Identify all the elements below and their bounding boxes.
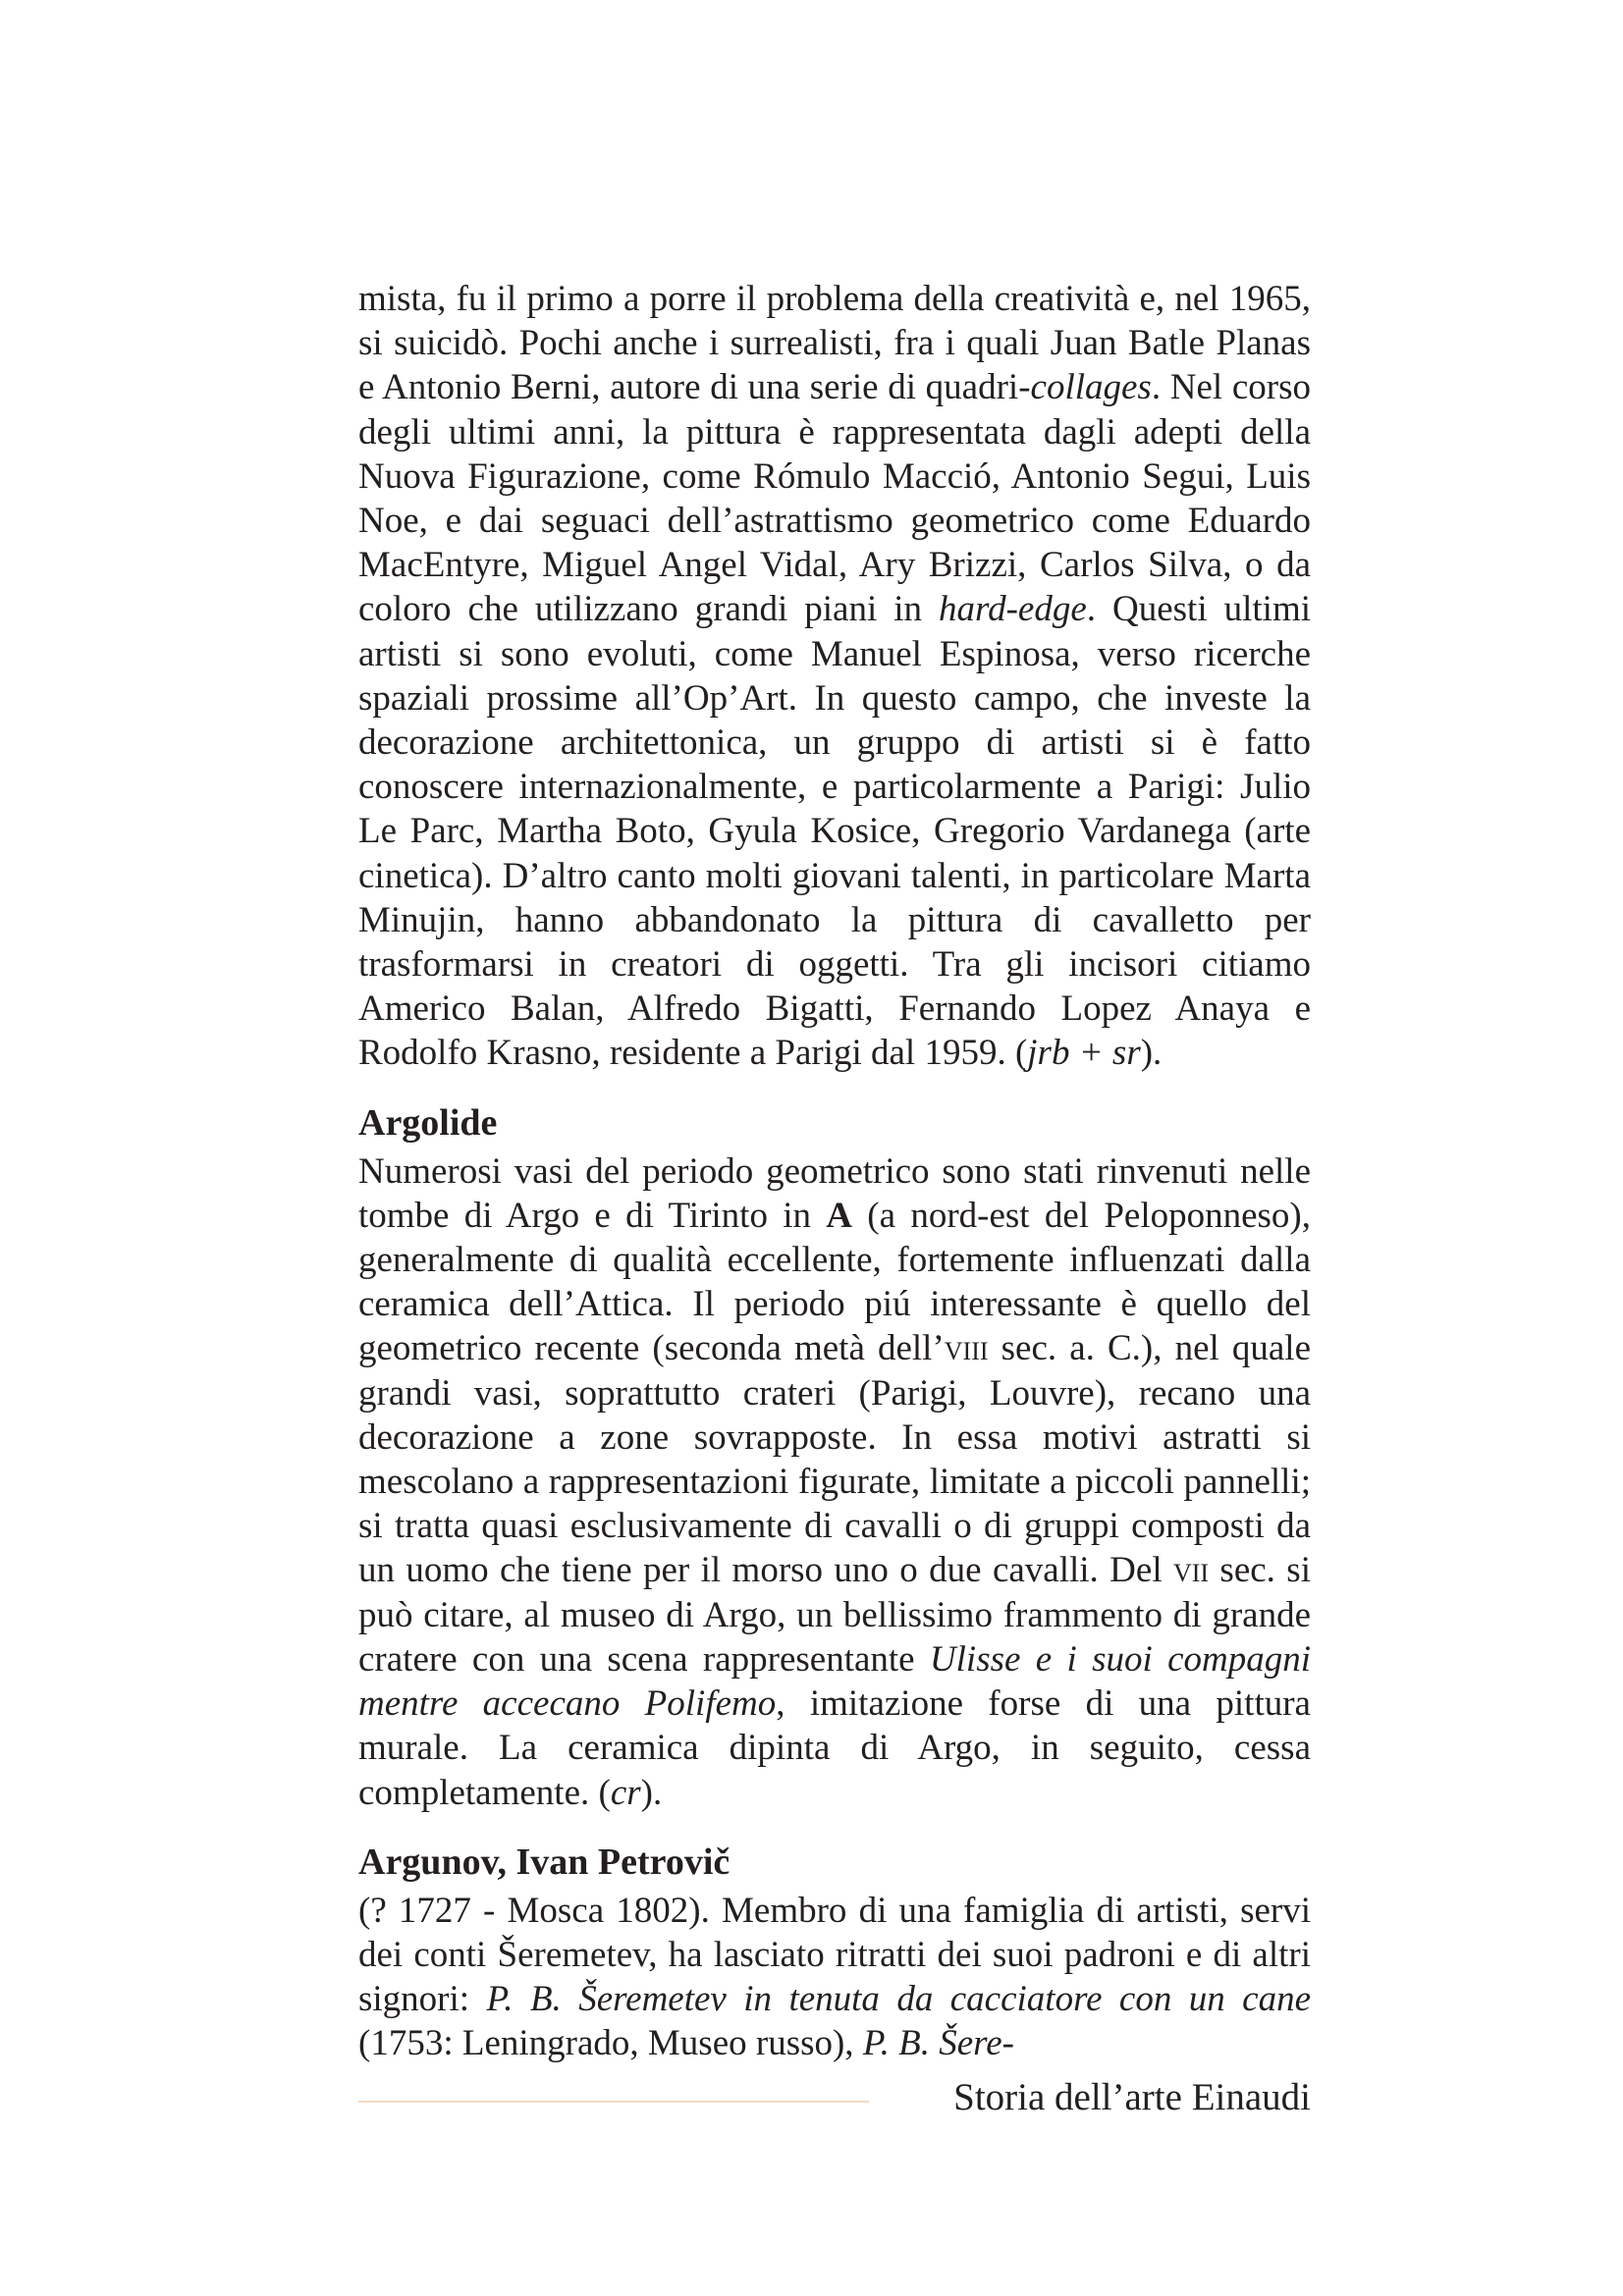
entry-title-argolide: Argolide [358,1101,498,1144]
intro-text-3: . Questi ultimi artisti si sono evoluti, come Manuel Espinosa, verso ricerche spaziali prossime all’Op’Art. In questo campo, che investe la decorazione architettonica, un gruppo di artisti si è fatto conoscere internazionalmente, e particolarmente a Parigi: Julio Le Parc, Martha Boto, Gyula Kosice, Gregorio Vardanega (arte cinetica). D’altro canto molti giovani talenti, in particolare Marta Minujin, hanno abbandonato la pittura di cavalletto per trasformarsi in creatori di oggetti. Tra gli incisori citiamo Americo Balan, Alfredo Bigatti, Fernando Lopez Anaya e Rodolfo Krasno, residente a Parigi dal 1959. ( [358,589,1311,1074]
intro-italic-author: jrb + sr [1027,1033,1141,1074]
argolide-paragraph [358,1149,1311,1815]
argolide-text-4: sec. si può citare, al museo di Argo, un bellissimo frammento di grande cratere con una scena rappresentante [358,1550,1311,1680]
intro-italic-collages: collages [1030,367,1152,408]
entry-title-argunov: Argunov, Ivan Petrovič [358,1841,730,1883]
footer-rule [358,2101,869,2103]
argolide-smallcaps-vii: vii [1172,1550,1210,1591]
argolide-text-3: sec. a. C.), nel quale grandi vasi, soprattutto crateri (Parigi, Louvre), recano una decorazione a zone sovrapposte. In essa motivi astratti si mescolano a rappresentazioni figurate, limitate a piccoli pannelli; si tratta quasi esclusivamente di cavalli o di gruppi composti da un uomo che tiene per il morso uno o due cavalli. Del [358,1328,1311,1591]
argunov-italic-work-2: P. B. Šere- [862,2023,1014,2064]
argunov-paragraph [358,1889,1311,2066]
argunov-text-2: (1753: Leningrado, Museo russo), [358,2023,863,2064]
argolide-text-5: , imitazione forse di una pittura murale. La ceramica dipinta di Argo, in seguito, cessa completamente. ( [358,1683,1311,1813]
argunov-italic-work-1: P. B. Šeremetev in tenuta da cacciatore con un cane [486,1979,1311,2020]
argolide-smallcaps-viii: viii [944,1328,989,1369]
intro-text-2: . Nel corso degli ultimi anni, la pittura è rappresentata dagli adepti della Nuova Figurazione, come Rómulo Macció, Antonio Segui, Luis Noe, e dai seguaci dell’astrattismo geometrico come Eduardo MacEntyre, Miguel Angel Vidal, Ary Brizzi, Carlos Silva, o da coloro che utilizzano grandi piani in [358,367,1311,630]
argolide-text-2: (a nord-est del Peloponneso), generalmente di qualità eccellente, fortemente influenzati dalla ceramica dell’Attica. Il periodo piú interessante è quello del geometrico recente (seconda metà dell’ [358,1195,1311,1369]
intro-paragraph [358,277,1311,1076]
page-footer [358,2073,1311,2122]
intro-italic-hard-edge: hard-edge [939,589,1087,630]
intro-text-4: ). [1140,1033,1163,1074]
argunov-text-1: (? 1727 - Mosca 1802). Membro di una famiglia di artisti, servi dei conti Šeremetev, ha lasciato ritratti dei suoi padroni e di altri signori: [358,1890,1311,2020]
argolide-text-6: ). [640,1772,663,1813]
argolide-italic-work: Ulisse e i suoi compagni mentre accecano Polifemo [358,1638,1311,1725]
argolide-italic-author: cr [610,1772,641,1813]
intro-text-1: mista, fu il primo a porre il problema della creatività e, nel 1965, si suicidò. Pochi anche i surrealisti, fra i quali Juan Batle Planas e Antonio Berni, autore di una serie di quadri- [358,279,1311,408]
text-column [358,277,1311,2066]
footer-publication-title: Storia dell’arte Einaudi [953,2076,1311,2118]
argolide-text-1: Numerosi vasi del periodo geometrico sono stati rinvenuti nelle tombe di Argo e di Tirinto in [358,1150,1311,1236]
argolide-bold-a: A [826,1195,853,1236]
